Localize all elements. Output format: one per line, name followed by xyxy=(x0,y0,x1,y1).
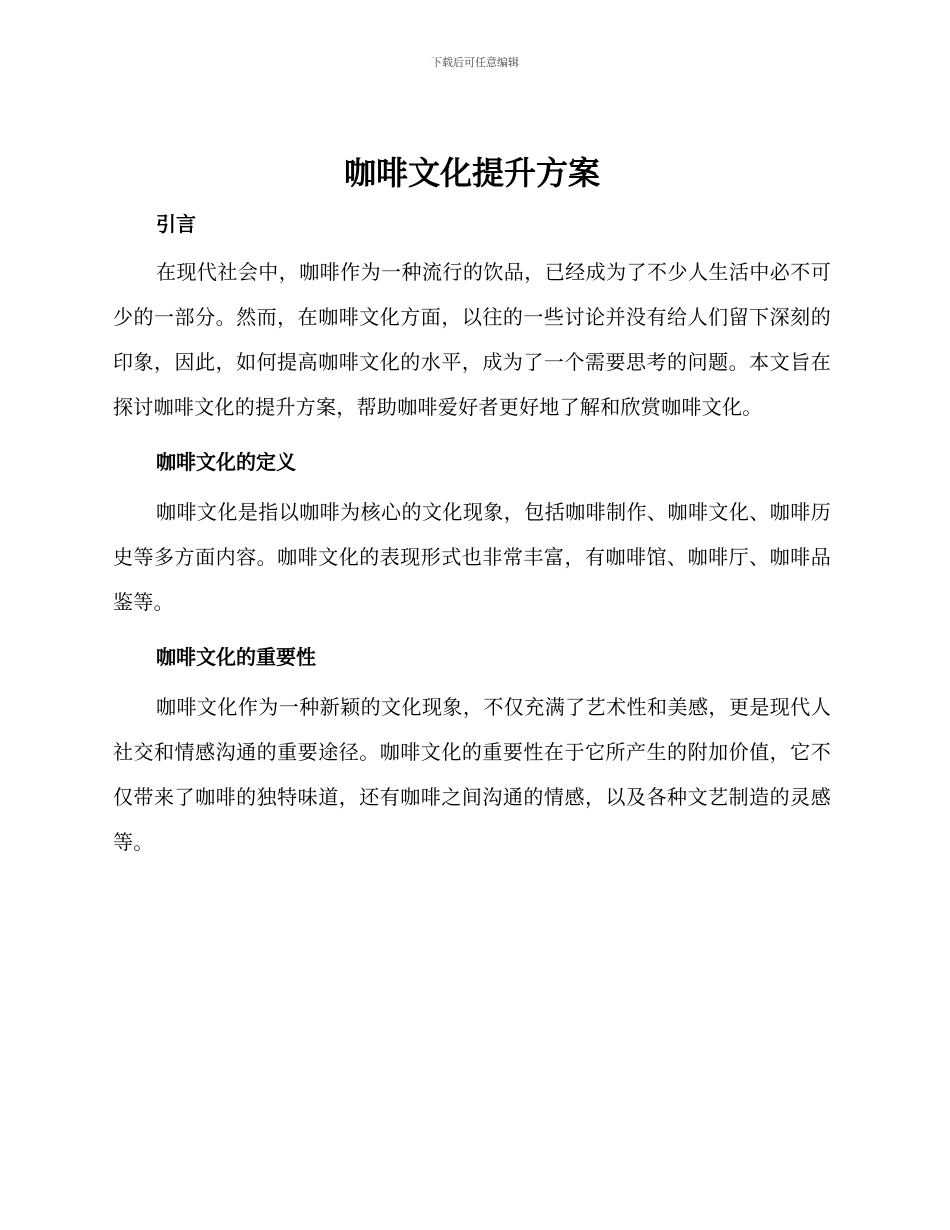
section-body-importance: 咖啡文化作为一种新颖的文化现象，不仅充满了艺术性和美感，更是现代人社交和情感沟通的重要途径。咖啡文化的重要性在于它所产生的附加价值，它不仅带来了咖啡的独特味道，还有咖啡之间沟通的情感，以及各种文艺制造的灵感等。 xyxy=(113,695,831,854)
section-importance xyxy=(113,635,831,865)
section-body-introduction: 在现代社会中，咖啡作为一种流行的饮品，已经成为了不少人生活中必不可少的一部分。然而，在咖啡文化方面，以往的一些讨论并没有给人们留下深刻的印象，因此，如何提高咖啡文化的水平，成为了一个需要思考的问题。本文旨在探讨咖啡文化的提升方案，帮助咖啡爱好者更好地了解和欣赏咖啡文化。 xyxy=(113,260,831,419)
document-title: 咖啡文化提升方案 xyxy=(343,154,600,192)
section-heading-importance: 咖啡文化的重要性 xyxy=(156,645,316,669)
section-introduction xyxy=(113,202,831,430)
document-content xyxy=(113,148,831,865)
section-heading-definition: 咖啡文化的定义 xyxy=(156,450,296,474)
section-body-definition: 咖啡文化是指以咖啡为核心的文化现象，包括咖啡制作、咖啡文化、咖啡历史等多方面内容。咖啡文化的表现形式也非常丰富，有咖啡馆、咖啡厅、咖啡品鉴等。 xyxy=(113,500,831,614)
header-note: 下载后可任意编辑 xyxy=(431,56,519,69)
section-definition xyxy=(113,440,831,625)
section-heading-introduction: 引言 xyxy=(156,212,196,236)
